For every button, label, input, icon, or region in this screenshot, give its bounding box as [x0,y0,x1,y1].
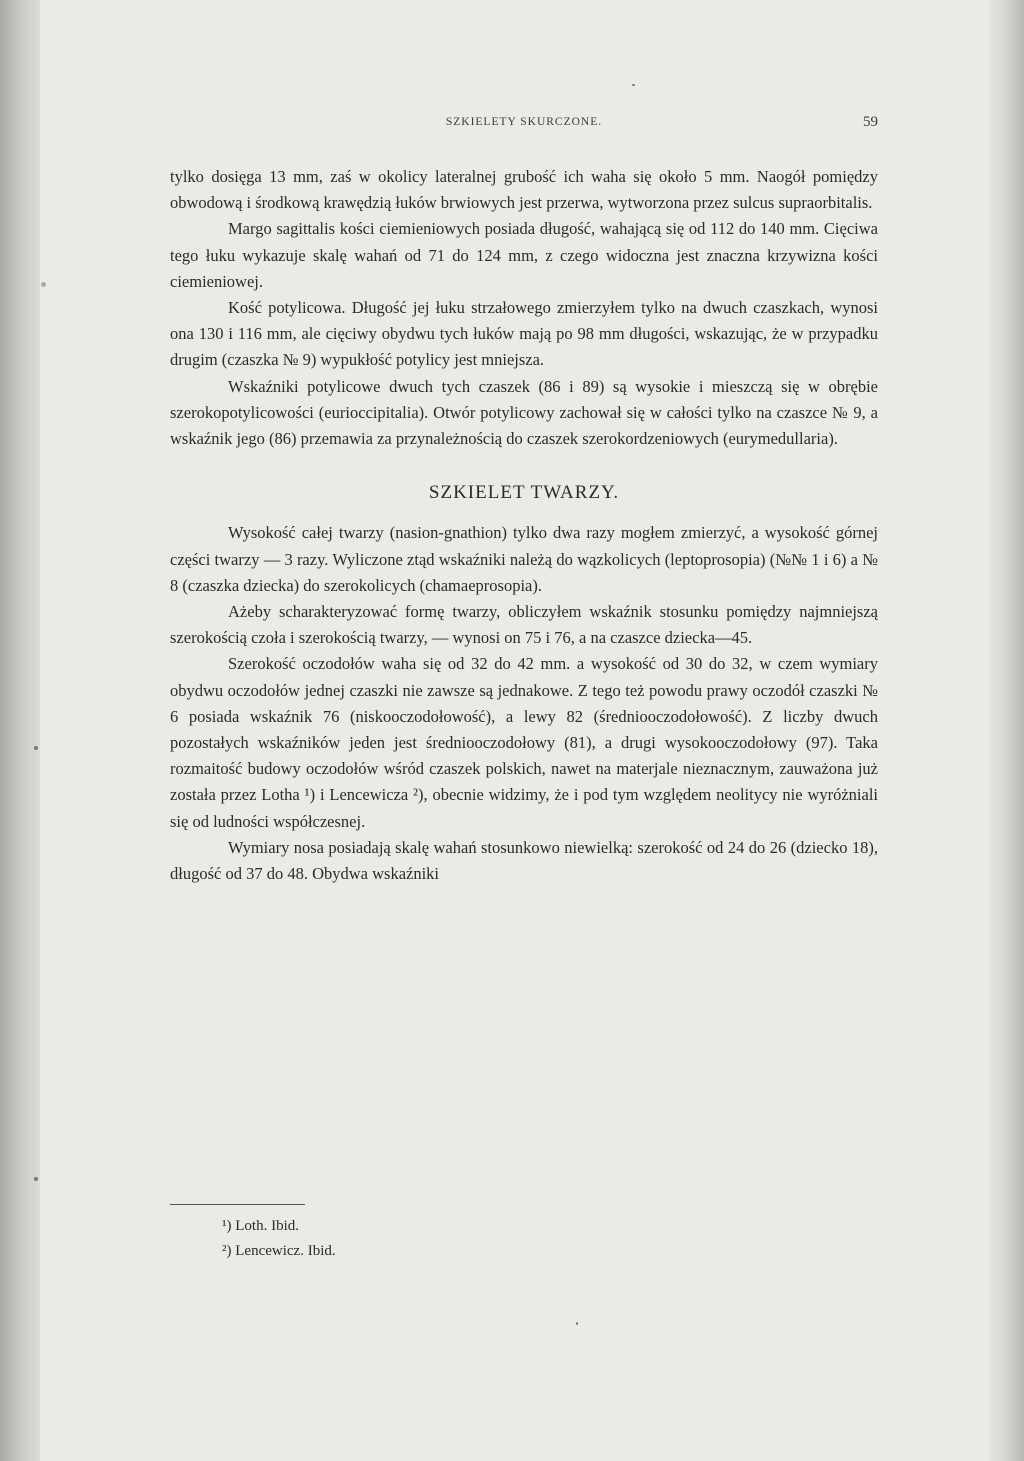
paragraph: Ażeby scharakteryzować formę twarzy, obliczyłem wskaźnik stosunku pomiędzy najmniejszą szerokością czoła i szerokością twarzy, — wynosi on 75 i 76, a na czaszce dziecka—45. [170,602,878,648]
paragraph: Wskaźniki potylicowe dwuch tych czaszek (86 i 89) są wysokie i mieszczą się w obrębie szerokopotylicowości (eurioccipitalia). Otwór potylicowy zachował się w całości tylko na czaszce № 9, a wskaźnik jego (86) przemawia za przynależnością do czaszek szerokordzeniowych (eurymedullaria). [170,376,878,449]
footnote [222,1239,336,1264]
paragraph: tylko dosięga 13 mm, zaś w okolicy lateralnej grubość ich waha się około 5 mm. Naogół pomiędzy obwodową i środkową krawędzią łuków brwiowych jest przerwa, wytworzona przez sulcus supraorbitalis. [170,167,878,213]
footnotes [222,1214,336,1264]
paragraph: Szerokość oczodołów waha się od 32 do 42 mm. a wysokość od 30 do 32, w czem wymiary obydwu oczodołów jednej czaszki nie zawsze są jednakowe. Z tego też powodu prawy oczodół czaszki № 6 posiada wskaźnik 76 (niskooczodołowość), a lewy 82 (średniooczodołowość). Z liczby dwuch pozostałych wskaźników jeden jest średniooczodołowy (81), a drugi wysokooczodołowy (97). Taka rozmaitość budowy oczodołów wśród czaszek polskich, nawet na materjale nieznacznym, zauważona już została przez Lotha ¹) i Lencewicza ²), obecnie widzimy, że i pod tym względem neolitycy nie wyróżniali się od ludności współczesnej. [170,654,878,831]
page-number: 59 [863,114,878,130]
scan-speck [576,1322,578,1325]
paragraph: Margo sagittalis kości ciemieniowych posiada długość, wahającą się od 112 do 140 mm. Cięciwa tego łuku wykazuje skalę wahań od 71 do 124 mm, z czego widoczna jest znaczna krzywizna kości ciemieniowej. [170,219,878,291]
paragraph: Kość potylicowa. Długość jej łuku strzałowego zmierzyłem tylko na dwuch czaszkach, wynosi ona 130 i 116 mm, ale cięciwy obydwu tych łuków mają po 98 mm długości, wskazując, że w przypadku drugim (czaszka № 9) wypukłość potylicy jest mniejsza. [170,298,878,370]
footnote [222,1214,336,1239]
body-text [170,164,878,887]
footnote-mark: ¹) [222,1218,232,1234]
paragraph: Wysokość całej twarzy (nasion-gnathion) tylko dwa razy mogłem zmierzyć, a wysokość górnej części twarzy — 3 razy. Wyliczone ztąd wskaźniki należą do wązkolicych (leptoprosopia) (№№ 1 i 6) a № 8 (czaszka dziecka) do szerokolicych (chamaeprosopia). [170,523,878,595]
page-header [170,116,878,140]
scan-speck [34,746,38,750]
footnote-mark: ²) [222,1243,232,1259]
paragraph: Wymiary nosa posiadają skalę wahań stosunkowo niewielką: szerokość od 24 do 26 (dziecko 18), długość od 37 do 48. Obydwa wskaźniki [170,837,878,884]
footnote-divider [170,1204,305,1205]
scan-speck [632,84,635,86]
footnote-text: Lencewicz. Ibid. [235,1243,336,1259]
scan-speck [41,282,46,287]
footnote-text: Loth. Ibid. [235,1218,299,1234]
scan-shadow-right [984,0,1024,1461]
scan-speck [34,1177,38,1181]
running-head: SZKIELETY SKURCZONE. [445,116,603,128]
section-title: SZKIELET TWARZY. [428,482,620,504]
